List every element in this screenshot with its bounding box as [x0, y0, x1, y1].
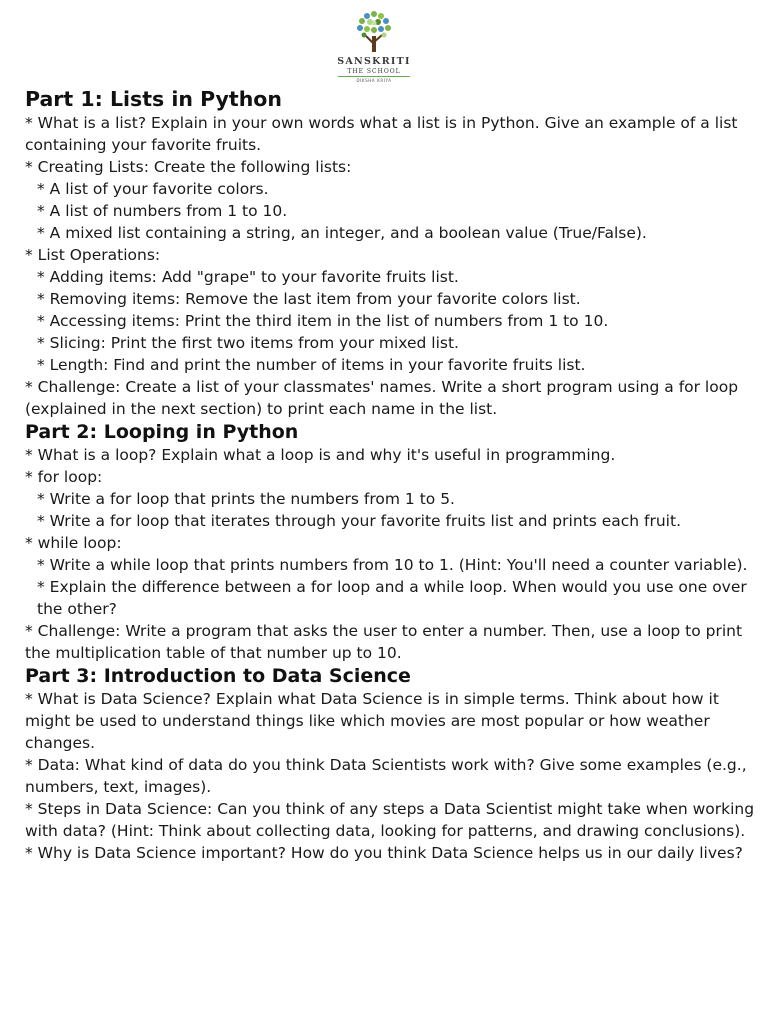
part2-line: * for loop:: [25, 468, 103, 486]
part1-line: * List Operations:: [25, 246, 161, 264]
logo-motto: DIKSHA KRIYA: [356, 78, 392, 83]
part1-line: * Removing items: Remove the last item from your favorite colors list.: [37, 290, 581, 308]
part1-line: * Adding items: Add "grape" to your favorite fruits list.: [37, 268, 459, 286]
part1-line: * Challenge: Create a list of your classmates' names. Write a short program using a for loop (explained in the next section) to print each name in the list.: [25, 378, 739, 418]
part2-line: * Challenge: Write a program that asks the user to enter a number. Then, use a loop to print the multiplication table of that number up to 10.: [25, 622, 743, 662]
part2-line: * What is a loop? Explain what a loop is and why it's useful in programming.: [25, 446, 616, 464]
part1-section: [25, 86, 757, 420]
logo-divider: [338, 76, 410, 77]
part1-heading: Part 1: Lists in Python: [25, 87, 282, 111]
part1-line: * A list of numbers from 1 to 10.: [37, 202, 288, 220]
part1-line: * A list of your favorite colors.: [37, 180, 269, 198]
part3-line: * Steps in Data Science: Can you think of any steps a Data Scientist might take when working with data? (Hint: Think about collecting data, looking for patterns, and drawing conclusions).: [25, 800, 755, 840]
part2-line: * Write a while loop that prints numbers from 10 to 1. (Hint: You'll need a counter variable).: [37, 556, 748, 574]
part2-line: * while loop:: [25, 534, 122, 552]
part3-line: * What is Data Science? Explain what Data Science is in simple terms. Think about how it might be used to understand things like which movies are most popular or how weather changes.: [25, 690, 719, 752]
part1-line: * Accessing items: Print the third item in the list of numbers from 1 to 10.: [37, 312, 609, 330]
logo-subtitle: THE SCHOOL: [347, 68, 401, 75]
part1-line: * What is a list? Explain in your own words what a list is in Python. Give an example of a list containing your favorite fruits.: [25, 114, 738, 154]
part2-section: [25, 420, 757, 664]
part1-line: * Length: Find and print the number of items in your favorite fruits list.: [37, 356, 586, 374]
part3-section: [25, 664, 757, 864]
part3-heading: Part 3: Introduction to Data Science: [25, 665, 411, 687]
part1-line: * Slicing: Print the first two items from your mixed list.: [37, 334, 459, 352]
logo-name: SANSKRITI: [337, 56, 411, 67]
part3-line: * Why is Data Science important? How do you think Data Science helps us in our daily lives?: [25, 844, 743, 862]
part2-line: * Explain the difference between a for loop and a while loop. When would you use one over the other?: [37, 578, 747, 618]
part2-line: * Write a for loop that iterates through your favorite fruits list and prints each fruit.: [37, 512, 681, 530]
part2-heading: Part 2: Looping in Python: [25, 421, 299, 443]
part2-line: * Write a for loop that prints the numbers from 1 to 5.: [37, 490, 455, 508]
worksheet-content: [25, 86, 757, 864]
school-logo: [332, 6, 416, 82]
part1-line: * A mixed list containing a string, an integer, and a boolean value (True/False).: [37, 224, 647, 242]
part3-line: * Data: What kind of data do you think Data Scientists work with? Give some examples (e.g., numbers, text, images).: [25, 756, 747, 796]
part1-line: * Creating Lists: Create the following lists:: [25, 158, 352, 176]
tree-icon: [332, 6, 416, 56]
